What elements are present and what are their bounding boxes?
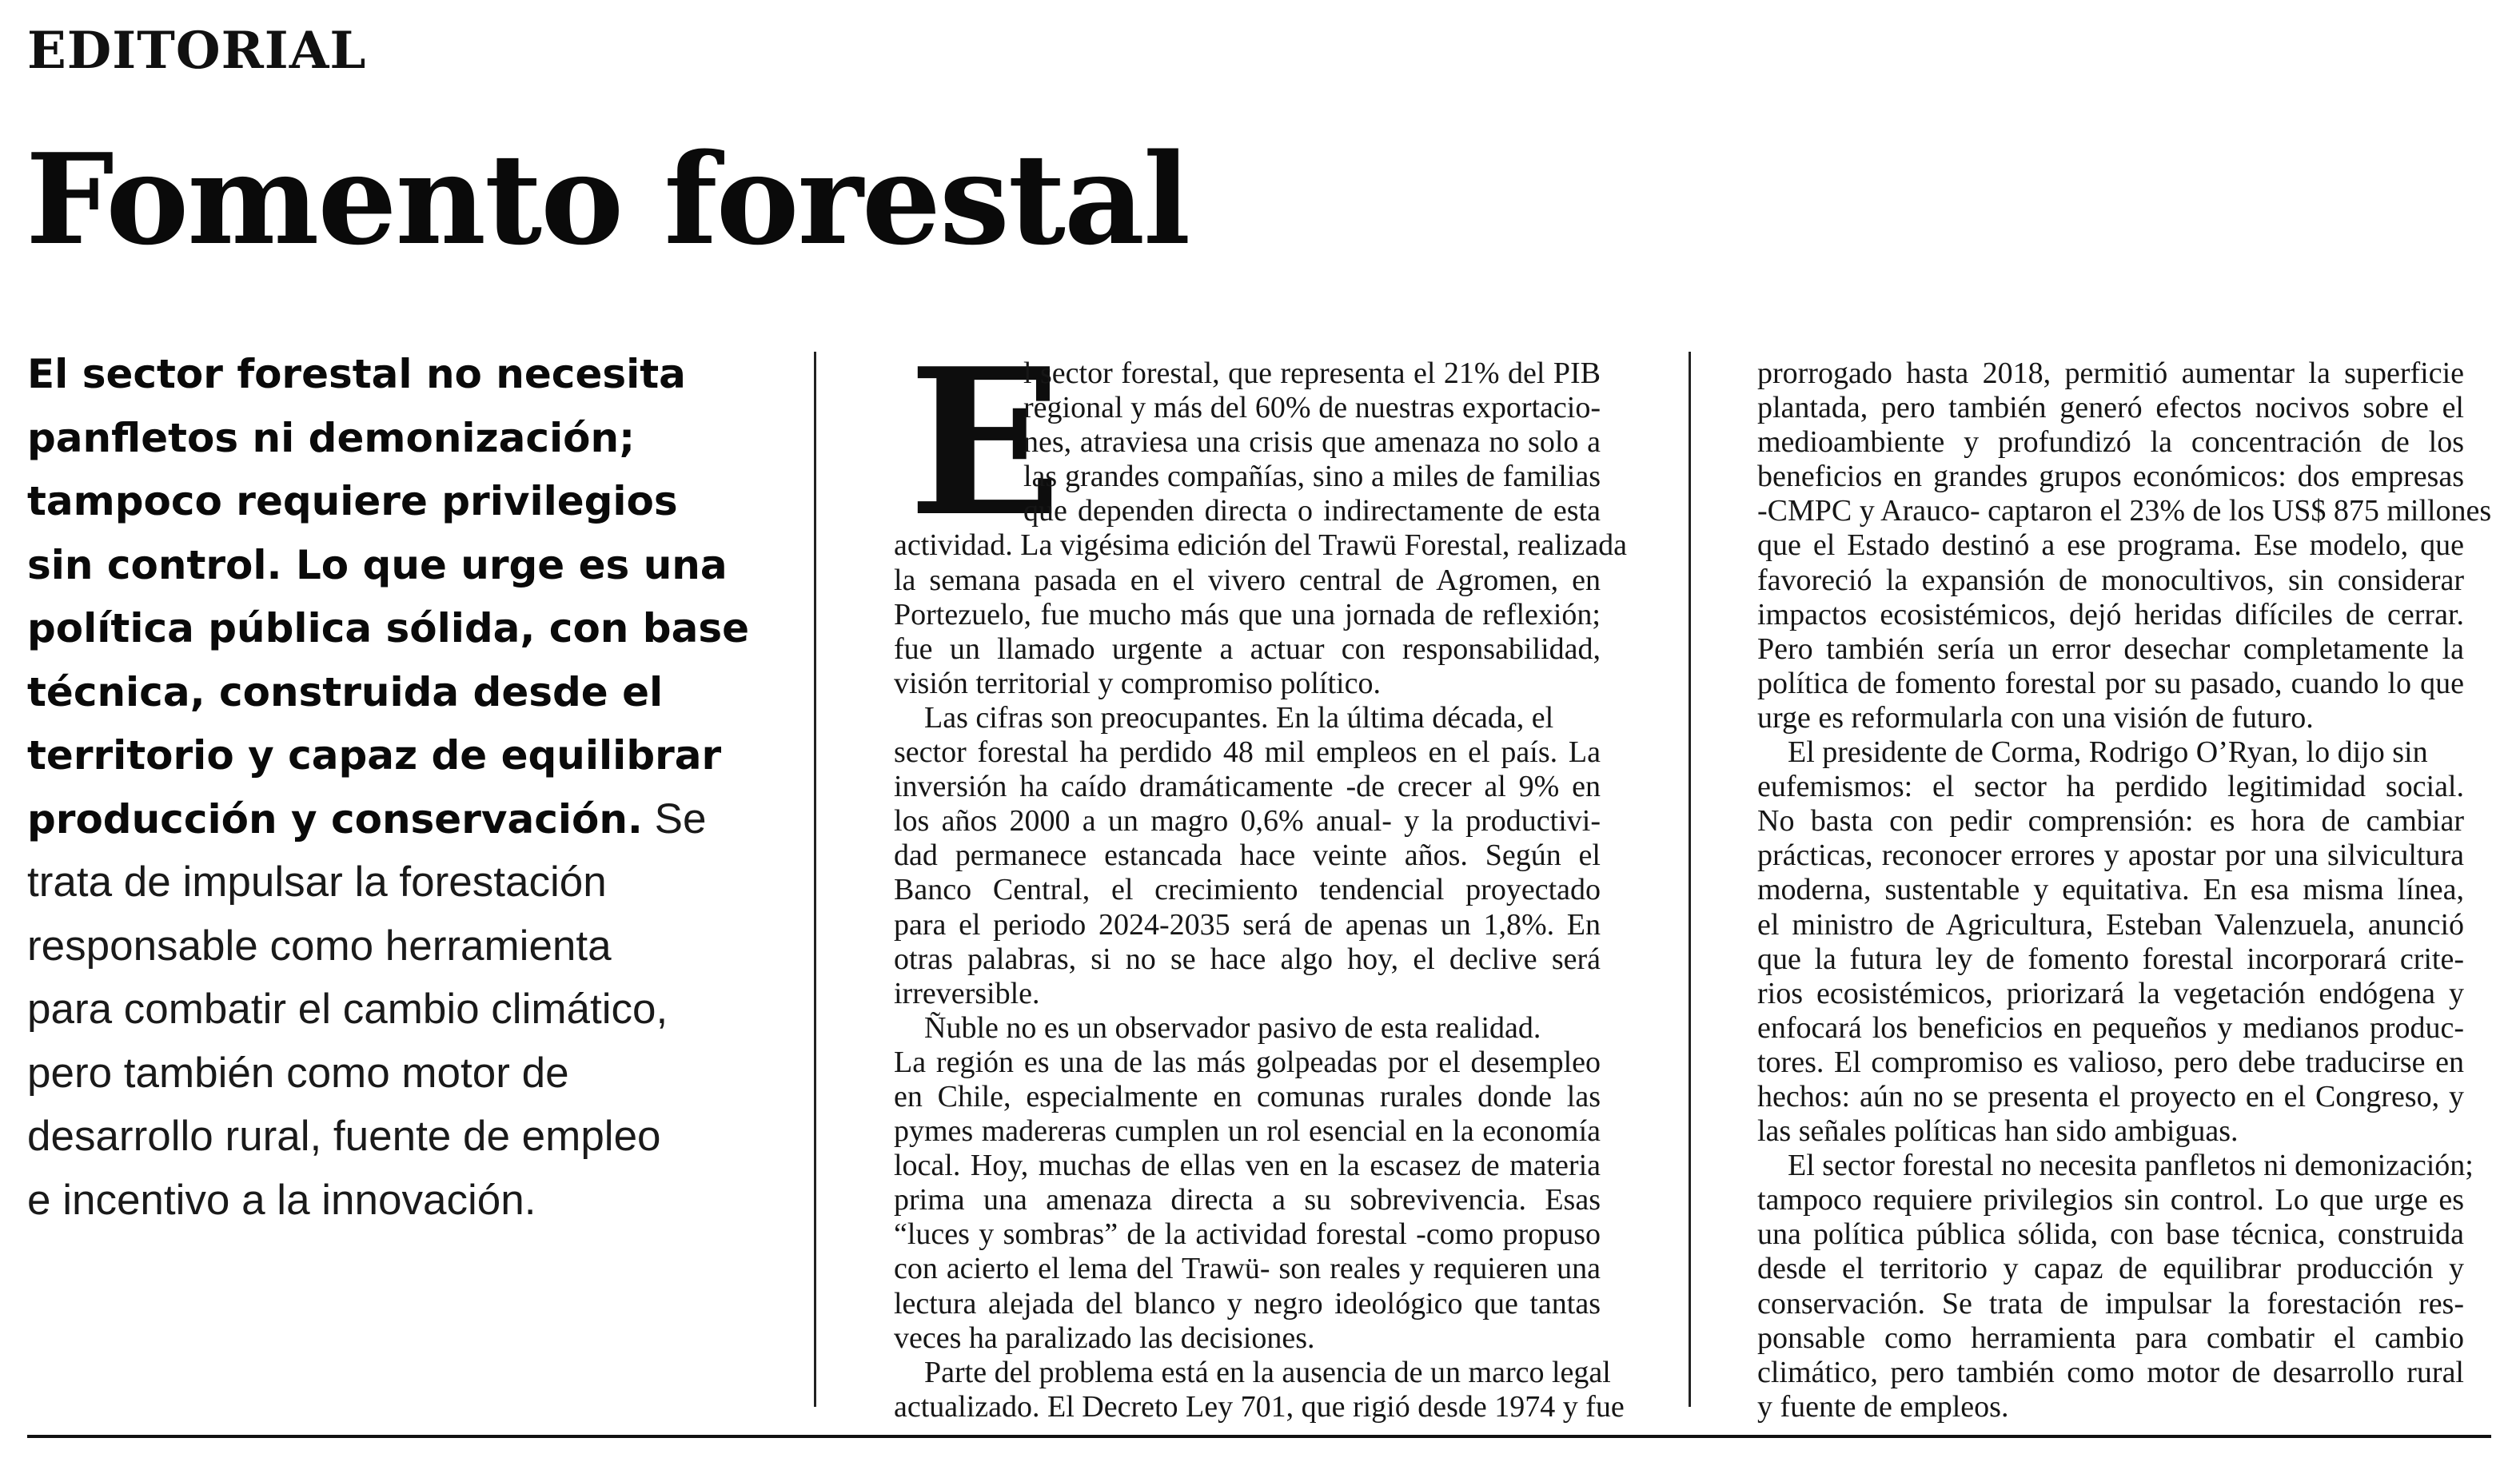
body-line: climático, pero también como motor de desarrollo rural <box>1757 1355 2464 1389</box>
lede-summary <box>27 342 750 1232</box>
body-line: inversión ha caído dramáticamente -de crecer al 9% en <box>894 770 1601 804</box>
body-line: La región es una de las más golpeadas por el desempleo <box>894 1045 1601 1079</box>
lede-line <box>27 406 747 470</box>
body-line: tampoco requiere privilegios sin control. Lo que urge es <box>1757 1183 2464 1217</box>
body-line: Banco Central, el crecimiento tendencial proyectado <box>894 873 1601 907</box>
body-line: y fuente de empleos. <box>1757 1389 2009 1424</box>
lede-line <box>27 660 747 724</box>
body-line: hechos: aún no se presenta el proyecto en el Congreso, y <box>1757 1079 2464 1113</box>
body-line: conservación. Se trata de impulsar la forestación res- <box>1757 1286 2464 1321</box>
body-line: impactos ecosistémicos, dejó heridas difíciles de cerrar. <box>1757 597 2464 631</box>
body-line: nes, atraviesa una crisis que amenaza no solo a <box>1023 425 1601 460</box>
lede-line <box>27 533 747 597</box>
headline: Fomento forestal <box>26 126 1190 273</box>
lede-line: para combatir el cambio climático, <box>27 986 668 1033</box>
body-line: sector forestal ha perdido 48 mil empleos en el país. La <box>894 735 1601 770</box>
lede-line <box>27 469 747 533</box>
body-line: eufemismos: el sector ha perdido legitimidad social. <box>1757 770 2464 804</box>
bottom-rule <box>27 1435 2491 1438</box>
body-line: que dependen directa o indirectamente de esta <box>1023 494 1601 528</box>
body-line: fue un llamado urgente a actuar con responsabilidad, <box>894 631 1601 666</box>
body-line: veces ha paralizado las decisiones. <box>894 1321 1315 1355</box>
body-line: irreversible. <box>894 976 1040 1010</box>
body-line: prácticas, reconocer errores y apostar por una silvicultura <box>1757 839 2464 873</box>
body-line: actividad. La vigésima edición del Trawü Forestal, realizada <box>894 528 1627 563</box>
body-line: “luces y sombras” de la actividad forestal -como propuso <box>894 1217 1601 1252</box>
body-line: enfocará los beneficios en pequeños y medianos produc- <box>1757 1010 2464 1045</box>
lede-line <box>27 342 747 406</box>
body-line: prorrogado hasta 2018, permitió aumentar la superficie <box>1757 357 2464 390</box>
lede-bold-text: política pública sólida, con base <box>27 605 750 651</box>
body-line: el ministro de Agricultura, Esteban Valenzuela, anunció <box>1757 907 2464 942</box>
body-line: prima una amenaza directa a su sobrevivencia. Esas <box>894 1183 1601 1217</box>
body-line: con acierto el lema del Trawü- son reales y requieren una <box>894 1252 1601 1286</box>
body-line: Pero también sería un error desechar completamente la <box>1757 631 2464 666</box>
body-column-2 <box>894 357 1627 1424</box>
lede-bold-text: tampoco requiere privilegios <box>27 478 678 524</box>
body-line: política de fomento forestal por su pasado, cuando lo que <box>1757 666 2464 700</box>
body-line: lectura alejada del blanco y negro ideológico que tantas <box>894 1286 1601 1321</box>
body-line: urge es reformularla con una visión de futuro. <box>1757 700 2314 735</box>
lede-bold-text: sin control. Lo que urge es una <box>27 541 728 588</box>
body-line: desde el territorio y capaz de equilibrar producción y <box>1757 1252 2464 1286</box>
body-line: ponsable como herramienta para combatir el cambio <box>1757 1321 2464 1355</box>
body-line: que el Estado destinó a ese programa. Ese modelo, que <box>1757 528 2464 563</box>
lede-line: trata de impulsar la forestación <box>27 858 607 906</box>
body-line: El presidente de Corma, Rodrigo O’Ryan, lo dijo sin <box>1788 735 2428 770</box>
lede-line: pero también como motor de <box>27 1049 569 1097</box>
body-line: en Chile, especialmente en comunas rurales donde las <box>894 1079 1601 1113</box>
lede-bold-text: técnica, construida desde el <box>27 668 664 715</box>
body-line: que la futura ley de fomento forestal incorporará crite- <box>1757 942 2464 976</box>
body-line: los años 2000 a un magro 0,6% anual- y la productivi- <box>894 804 1601 839</box>
body-line: beneficios en grandes grupos económicos: dos empresas <box>1757 460 2464 494</box>
body-line: pymes madereras cumplen un rol esencial en la economía <box>894 1114 1601 1149</box>
body-line: favoreció la expansión de monocultivos, sin considerar <box>1757 563 2464 597</box>
column-divider <box>814 352 816 1407</box>
lede-line <box>27 596 750 660</box>
body-line: -CMPC y Arauco- captaron el 23% de los US$ 875 millones <box>1757 494 2492 528</box>
lede-line <box>27 787 747 851</box>
body-line: las grandes compañías, sino a miles de familias <box>1023 460 1601 494</box>
body-line: Portezuelo, fue mucho más que una jornada de reflexión; <box>894 597 1601 631</box>
body-line: Ñuble no es un observador pasivo de esta realidad. <box>924 1010 1541 1045</box>
body-column-3 <box>1757 357 2492 1424</box>
body-line: regional y más del 60% de nuestras exportacio- <box>1023 391 1601 425</box>
body-line: visión territorial y compromiso político. <box>894 666 1381 700</box>
drop-cap: E <box>908 325 1063 561</box>
section-label: EDITORIAL <box>27 21 367 81</box>
body-line: las señales políticas han sido ambiguas. <box>1757 1114 2239 1149</box>
body-line: la semana pasada en el vivero central de Agromen, en <box>894 563 1601 597</box>
body-line: tores. El compromiso es valioso, pero debe traducirse en <box>1757 1045 2464 1079</box>
body-line: Las cifras son preocupantes. En la última década, el <box>924 700 1554 735</box>
body-line: una política pública sólida, con base técnica, construida <box>1757 1217 2464 1252</box>
body-line: medioambiente y profundizó la concentración de los <box>1757 425 2464 460</box>
body-line: El sector forestal no necesita panfletos ni demonización; <box>1788 1149 2474 1183</box>
lede-plain-text: Se <box>642 795 707 843</box>
lede-bold-text: territorio y capaz de equilibrar <box>27 732 722 779</box>
body-line: l sector forestal, que representa el 21% del PIB <box>1023 357 1601 390</box>
body-line: local. Hoy, muchas de ellas ven en la escasez de materia <box>894 1149 1601 1183</box>
body-line: No basta con pedir comprensión: es hora de cambiar <box>1757 804 2464 839</box>
body-line: actualizado. El Decreto Ley 701, que rigió desde 1974 y fue <box>894 1389 1625 1424</box>
body-line: otras palabras, si no se hace algo hoy, el declive será <box>894 942 1601 976</box>
body-line: para el periodo 2024-2035 será de apenas un 1,8%. En <box>894 907 1601 942</box>
body-line: rios ecosistémicos, priorizará la vegetación endógena y <box>1757 976 2464 1010</box>
lede-line: desarrollo rural, fuente de empleo <box>27 1113 661 1160</box>
lede-bold-text: panfletos ni demonización; <box>27 414 636 461</box>
lede-line: e incentivo a la innovación. <box>27 1176 536 1224</box>
body-line: moderna, sustentable y equitativa. En esa misma línea, <box>1757 873 2464 907</box>
body-line: Parte del problema está en la ausencia de un marco legal <box>924 1355 1611 1389</box>
lede-line: responsable como herramienta <box>27 922 612 970</box>
lede-bold-text: El sector forestal no necesita <box>27 351 686 397</box>
body-line: dad permanece estancada hace veinte años. Según el <box>894 839 1601 873</box>
lede-line <box>27 723 747 787</box>
lede-bold-text: producción y conservación. <box>27 795 643 843</box>
body-line: plantada, pero también generó efectos nocivos sobre el <box>1757 391 2464 425</box>
column-divider <box>1689 352 1691 1407</box>
